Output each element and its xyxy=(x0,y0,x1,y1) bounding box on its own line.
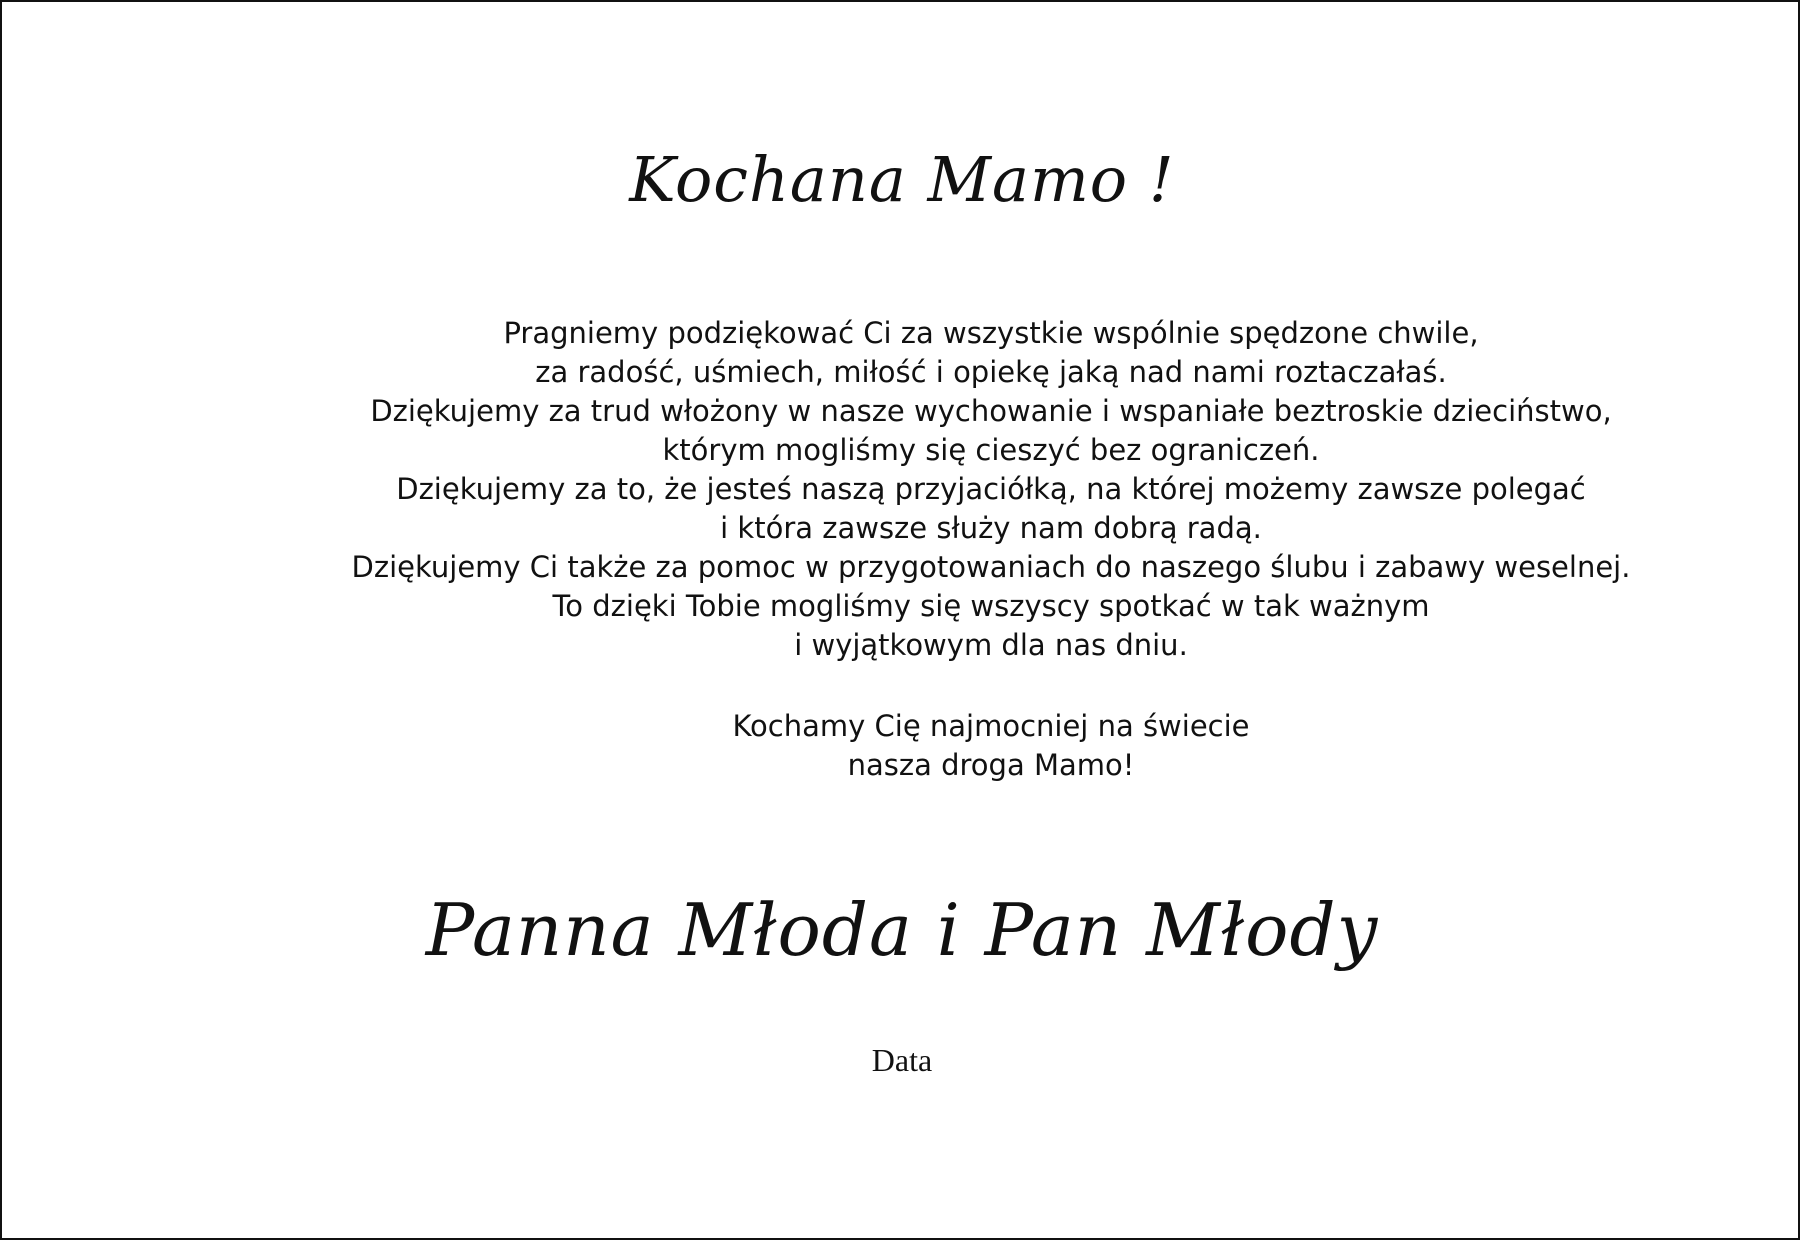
message-line: Dziękujemy za to, że jesteś naszą przyjaciółką, na której możemy zawsze polegać xyxy=(396,472,1586,506)
closing-line: nasza droga Mamo! xyxy=(847,748,1135,782)
card-signature: Panna Młoda i Pan Młody xyxy=(425,888,1379,972)
message-line: Dziękujemy za trud włożony w nasze wychowanie i wspaniałe beztroskie dzieciństwo, xyxy=(370,394,1612,428)
closing-line: Kochamy Cię najmocniej na świecie xyxy=(732,709,1250,743)
message-line: i która zawsze służy nam dobrą radą. xyxy=(720,511,1262,545)
message-line: To dzięki Tobie mogliśmy się wszyscy spotkać w tak ważnym xyxy=(552,589,1430,623)
card-message xyxy=(202,314,1780,665)
message-line: Dziękujemy Ci także za pomoc w przygotowaniach do naszego ślubu i zabawy weselnej. xyxy=(351,550,1631,584)
card-title: Kochana Mamo ! xyxy=(629,143,1175,216)
message-line: za radość, uśmiech, miłość i opiekę jaką nad nami roztaczałaś. xyxy=(535,355,1447,389)
date-label: Data xyxy=(871,1042,933,1078)
message-line: Pragniemy podziękować Ci za wszystkie wspólnie spędzone chwile, xyxy=(503,316,1479,350)
card-closing xyxy=(202,707,1780,785)
message-line: którym mogliśmy się cieszyć bez ograniczeń. xyxy=(662,433,1320,467)
message-line: i wyjątkowym dla nas dniu. xyxy=(794,628,1188,662)
